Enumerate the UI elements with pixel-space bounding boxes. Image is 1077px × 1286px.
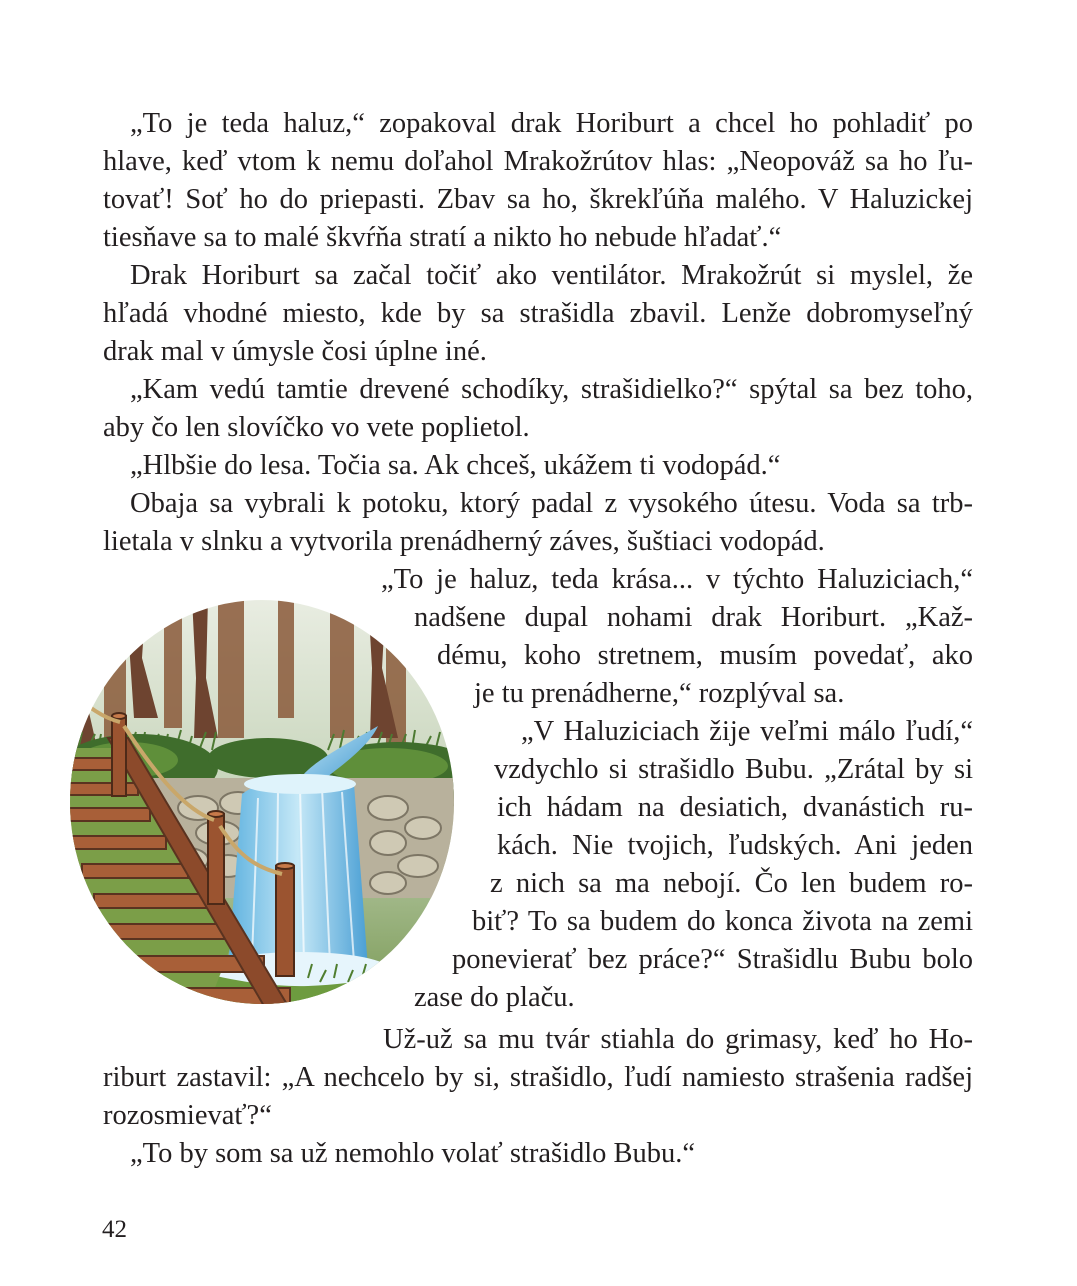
text-line: nadšene dupal nohami drak Horiburt. „Kaž- [414,602,973,633]
text-line: „To je teda haluz,“ zopakoval drak Horiburt a chcel ho pohladiť po [130,108,973,139]
text-line: „To je haluz, teda krása... v týchto Haluziciach,“ [381,564,973,595]
text-line: drak mal v úmysle čosi úplne iné. [103,336,487,367]
text-line: Drak Horiburt sa začal točiť ako ventilátor. Mrakožrút si myslel, že [130,260,973,291]
text-line: kách. Nie tvojich, ľudských. Ani jeden [497,830,973,861]
text-line: „V Haluziciach žije veľmi málo ľudí,“ [521,716,973,747]
text-line: rozosmievať?“ [103,1100,272,1131]
text-line: dému, koho stretnem, musím povedať, ako [437,640,973,671]
text-line: ponevierať bez práce?“ Strašidlu Bubu bolo [452,944,973,975]
text-line: lietala v slnku a vytvorila prenádherný záves, šuštiaci vodopád. [103,526,825,557]
text-line: riburt zastavil: „A nechcelo by si, strašidlo, ľudí namiesto strašenia radšej [103,1062,973,1093]
text-line: vzdychlo si strašidlo Bubu. „Zrátal by si [494,754,973,785]
text-line: z nich sa ma nebojí. Čo len budem ro- [490,868,973,899]
text-line: aby čo len slovíčko vo vete poplietol. [103,412,530,443]
text-line: hlave, keď vtom k nemu doľahol Mrakožrútov hlas: „Neopováž sa ho ľu- [103,146,973,177]
text-line: Už-už sa mu tvár stiahla do grimasy, keď ho Ho- [383,1024,973,1055]
page-number: 42 [102,1216,127,1243]
text-line: zase do plaču. [414,982,575,1013]
text-line: hľadá vhodné miesto, kde by sa strašidla zbavil. Lenže dobromyseľný [103,298,973,329]
text-line: „To by som sa už nemohlo volať strašidlo Bubu.“ [130,1138,696,1169]
text-line: tovať! Soť ho do priepasti. Zbav sa ho, škrekľúňa malého. V Haluzickej [103,184,973,215]
text-line: ich hádam na desiatich, dvanástich ru- [497,792,973,823]
text-line: Obaja sa vybrali k potoku, ktorý padal z vysokého útesu. Voda sa trb- [130,488,973,519]
waterfall-illustration [68,598,456,1006]
text-line: je tu prenádherne,“ rozplýval sa. [474,678,845,709]
text-line: „Hlbšie do lesa. Točia sa. Ak chceš, ukážem ti vodopád.“ [130,450,781,481]
text-line: biť? To sa budem do konca života na zemi [472,906,973,937]
text-line: „Kam vedú tamtie drevené schodíky, strašidielko?“ spýtal sa bez toho, [130,374,973,405]
text-line: tiesňave sa to malé škvŕňa stratí a nikto ho nebude hľadať.“ [103,222,782,253]
